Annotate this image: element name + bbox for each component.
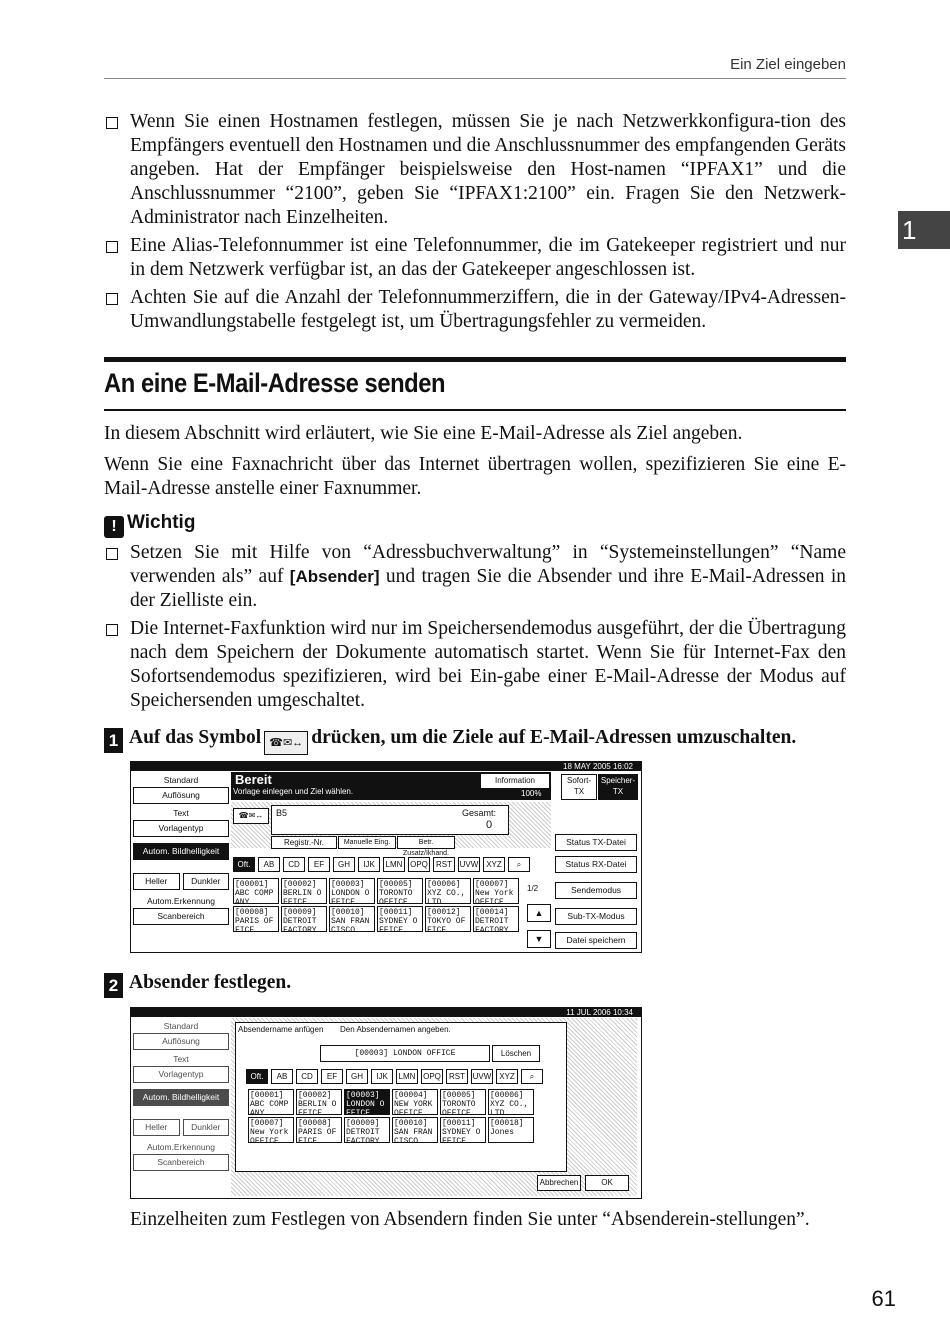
lighter-button[interactable]: Heller [133, 873, 180, 890]
tab-rst[interactable]: RST [433, 857, 455, 872]
screen-datetime: 18 MAY 2005 16:02 [131, 762, 641, 771]
screen-datetime: 11 JUL 2006 10:34 [131, 1008, 641, 1017]
destination-key[interactable] [233, 878, 279, 904]
destination-key[interactable] [296, 1117, 342, 1143]
send-mode-button[interactable]: Sendemodus [555, 882, 637, 899]
destination-key[interactable] [440, 1089, 486, 1115]
destination-key-line: OFFICE [394, 1109, 423, 1115]
page-indicator: 1/2 [527, 884, 539, 893]
destination-key-line: LTD [427, 898, 442, 904]
destination-key-line: BERLIN O [283, 889, 322, 898]
destination-key-line: ABC COMP [250, 1100, 289, 1109]
destination-key[interactable] [281, 878, 327, 904]
destination-key-line: ANY [235, 898, 250, 904]
destination-key-line: SYDNEY O [379, 917, 418, 926]
destination-key-line: [00009] [283, 908, 317, 917]
email-switch-icon[interactable]: ☎✉↔ [233, 808, 269, 824]
email-switch-icon: ☎✉↔ [264, 731, 308, 755]
ok-button[interactable]: OK [585, 1175, 629, 1191]
destination-key-line: BERLIN O [298, 1100, 337, 1109]
tab-gh[interactable]: GH [346, 1069, 368, 1084]
notes-list [104, 110, 846, 338]
destination-key-line: [00004] [394, 1091, 428, 1100]
destination-key-line: FFICE [283, 898, 308, 904]
checkbox-bullet-icon [106, 241, 118, 253]
destination-key-line: SAN FRAN [331, 917, 370, 926]
destination-key-line: [00008] [298, 1119, 332, 1128]
destination-key[interactable] [377, 878, 423, 904]
dialog-hint: Den Absendernamen angeben. [340, 1025, 451, 1034]
destination-key[interactable] [488, 1089, 534, 1115]
tab-uvw[interactable]: UVW [471, 1069, 493, 1084]
tab-cd[interactable]: CD [296, 1069, 318, 1084]
sender-grid [248, 1087, 548, 1143]
tab-frequent[interactable]: Oft. [233, 857, 255, 872]
destination-key-line: FICE [298, 1137, 318, 1143]
destination-key[interactable] [248, 1117, 294, 1143]
destination-key-line: [00001] [250, 1091, 284, 1100]
checkbox-bullet-icon [106, 548, 118, 560]
scan-area-button[interactable]: Scanbereich [133, 908, 229, 925]
step-number: 1 [104, 728, 123, 753]
header-rule [104, 78, 846, 79]
destination-key-line: LONDON O [331, 889, 370, 898]
destination-key-line: ANY [250, 1109, 265, 1115]
scroll-down-icon[interactable]: ▼ [527, 930, 551, 948]
destination-key-line: [00001] [235, 880, 269, 889]
destination-key[interactable] [488, 1117, 534, 1143]
important-item: Setzen Sie mit Hilfe von “Adressbuchverwaltung” in “Systemeinstellungen” “Name verwenden als” auf [Absender] und tragen Sie die Absender und ihre E-Mail-Adressen in der Zielliste ein. [104, 541, 846, 613]
tab-ijk[interactable]: IJK [371, 1069, 393, 1084]
destination-key-line: [00010] [394, 1119, 428, 1128]
subject-button[interactable]: Betr. Zusatz/Ikhand. [397, 836, 455, 849]
status-bar: Bereit Vorlage einlegen und Ziel wählen. [231, 772, 551, 800]
outro-paragraph: Einzelheiten zum Festlegen von Absendern finden Sie unter “Absenderein-stellungen”. [130, 1209, 810, 1230]
destination-key-line: [00006] [427, 880, 461, 889]
intro-paragraph-2: Wenn Sie eine Faxnachricht über das Internet übertragen wollen, spezifizieren Sie eine E-Mail-Adresse anstelle einer Faxnummer. [104, 454, 846, 499]
checkbox-bullet-icon [106, 624, 118, 636]
auto-density-button[interactable]: Autom. Bildhelligkeit [133, 843, 229, 860]
destination-key-line: OFFICE [250, 1137, 279, 1143]
destination-key-line: TOKYO OF [427, 917, 466, 926]
original-type-button: Vorlagentyp [133, 1066, 229, 1083]
important-heading: ! Wichtig [104, 512, 195, 538]
destination-key-line: DETROIT [346, 1128, 380, 1137]
destination-key[interactable] [377, 906, 423, 932]
destination-key-line: FFICE [331, 898, 356, 904]
destination-grid [233, 876, 533, 932]
darker-button[interactable]: Dunkler [183, 873, 230, 890]
note-item: Eine Alias-Telefonnummer ist eine Telefonnummer, die im Gatekeeper registriert und nur in dem Netzwerk verfügbar ist, an das der Gatekeeper angeschlossen ist. [104, 234, 846, 282]
auto-density-button: Autom. Bildhelligkeit [133, 1089, 229, 1106]
search-icon[interactable]: ⌕ [508, 857, 530, 872]
tab-xyz[interactable]: XYZ [483, 857, 505, 872]
destination-key-line: New York [250, 1128, 289, 1137]
destination-key-line: DETROIT [475, 917, 509, 926]
tab-frequent[interactable]: Oft. [246, 1069, 268, 1084]
destination-key-line: FACTORY [346, 1137, 380, 1143]
destination-key-line: DETROIT [283, 917, 317, 926]
fax-screen-2 [130, 1007, 642, 1199]
tx-file-status-button[interactable]: Status TX-Datei [555, 834, 637, 851]
destination-field[interactable]: B5 Gesamt: 0 [271, 805, 509, 835]
store-file-button[interactable]: Datei speichern [555, 932, 637, 949]
section-title: An eine E-Mail-Adresse senden [104, 368, 446, 398]
darker-button: Dunkler [183, 1119, 230, 1136]
chapter-tab: 1 [898, 211, 950, 249]
destination-key[interactable] [392, 1117, 438, 1143]
destination-key-line: [00011] [379, 908, 413, 917]
destination-key[interactable] [329, 906, 375, 932]
tab-ab[interactable]: AB [271, 1069, 293, 1084]
destination-key-line: CISCO [331, 926, 356, 932]
scroll-up-icon[interactable]: ▲ [527, 904, 551, 922]
selected-sender-field[interactable]: [00003] LONDON OFFICE [320, 1045, 490, 1062]
page-number: 61 [871, 1286, 896, 1311]
destination-key[interactable] [440, 1117, 486, 1143]
note-item: Wenn Sie einen Hostnamen festlegen, müssen Sie je nach Netzwerkkonfigura-tion des Empfängers eventuell den Hostnamen und die Anschlussnummer des empfangenden Geräts angeben. Hat der Empfänger beispielsweise den Host-namen “IPFAX1” und die Anschlussnummer “2100”, geben Sie “IPFAX1:2100” ein. Fragen Sie den Netzwerk-Administrator nach Einzelheiten. [104, 110, 846, 230]
destination-key-line: [00010] [331, 908, 365, 917]
destination-key[interactable] [425, 878, 471, 904]
destination-key-line: TORONTO [442, 1100, 476, 1109]
destination-key-line: FACTORY [475, 926, 509, 932]
important-list [104, 541, 846, 717]
destination-key-line: FFICE [379, 926, 404, 932]
destination-key-line: SYDNEY O [442, 1128, 481, 1137]
scan-area-button: Scanbereich [133, 1154, 229, 1171]
destination-key-line: XYZ CO., [427, 889, 466, 898]
section-rule-top [104, 357, 846, 362]
resolution-button: Auflösung [133, 1033, 229, 1050]
destination-key-line: LONDON O [346, 1100, 385, 1109]
manual-entry-button[interactable]: Manuelle Eing. [338, 836, 396, 849]
destination-key-line: NEW YORK [394, 1100, 433, 1109]
intro-paragraph-1: In diesem Abschnitt wird erläutert, wie Sie eine E-Mail-Adresse als Ziel angeben. [104, 423, 743, 444]
destination-key-line: CISCO [394, 1137, 419, 1143]
destination-key-line: [00014] [475, 908, 509, 917]
tab-ijk[interactable]: IJK [358, 857, 380, 872]
destination-key[interactable] [281, 906, 327, 932]
step-number: 2 [104, 973, 123, 998]
destination-key-line: New York [475, 889, 514, 898]
destination-key-line: SAN FRAN [394, 1128, 433, 1137]
warning-icon: ! [104, 516, 124, 538]
section-rule-bottom [104, 409, 846, 411]
destination-key[interactable] [392, 1089, 438, 1115]
destination-key-line: FICE [427, 926, 447, 932]
destination-key-line: FFICE [346, 1109, 371, 1115]
destination-key-line: Jones [490, 1128, 515, 1137]
search-icon[interactable]: ⌕ [521, 1069, 543, 1084]
destination-key-line: [00002] [283, 880, 317, 889]
destination-key-line: [00018] [490, 1119, 524, 1128]
destination-key[interactable] [473, 906, 519, 932]
checkbox-bullet-icon [106, 117, 118, 129]
information-button[interactable]: Information [481, 774, 549, 788]
immediate-tx-button[interactable]: Sofort-TX [561, 774, 597, 800]
memory-tx-button[interactable]: Speicher-TX [598, 774, 638, 800]
destination-key-line: FACTORY [283, 926, 317, 932]
important-item: Die Internet-Faxfunktion wird nur im Speichersendemodus ausgeführt, der die Übertragung nach dem Speichern der Dokumente automatisch startet. Wenn Sie für Internet-Fax den Sofortsendemodus spezifizieren, wird bei Ein-gabe einer E-Mail-Adresse der Modus auf Speichersenden umgeschaltet. [104, 617, 846, 713]
sender-dialog [235, 1022, 567, 1172]
destination-key-line: [00007] [475, 880, 509, 889]
destination-key[interactable] [248, 1089, 294, 1115]
destination-key-line: [00009] [346, 1119, 380, 1128]
destination-key[interactable] [344, 1089, 390, 1115]
destination-key-line: TORONTO [379, 889, 413, 898]
destination-key-line: [00007] [250, 1119, 284, 1128]
memory-indicator: 100% [521, 789, 542, 798]
clear-button[interactable]: Löschen [492, 1045, 540, 1062]
destination-key-line: OFFICE [442, 1109, 471, 1115]
note-item: Achten Sie auf die Anzahl der Telefonnummerziffern, die in der Gateway/IPv4-Adressen-Umwandlungstabelle festgelegt ist, um Übertragungsfehler zu vermeiden. [104, 286, 846, 334]
destination-key-line: [00003] [346, 1091, 380, 1100]
destination-key[interactable] [473, 878, 519, 904]
destination-key[interactable] [233, 906, 279, 932]
index-tabs [246, 1069, 546, 1084]
destination-key-line: FFICE [442, 1137, 467, 1143]
destination-key[interactable] [296, 1089, 342, 1115]
step-2: 2 Absender festlegen. [104, 972, 291, 998]
tab-xyz[interactable]: XYZ [496, 1069, 518, 1084]
destination-key-line: [00011] [442, 1119, 476, 1128]
tab-ab[interactable]: AB [258, 857, 280, 872]
tab-opq[interactable]: OPQ [421, 1069, 443, 1084]
destination-key[interactable] [329, 878, 375, 904]
destination-key-line: OFFICE [475, 898, 504, 904]
destination-key-line: [00008] [235, 908, 269, 917]
screen-sidebar: Standard Auflösung Text Vorlagentyp Autom. Bildhelligkeit Heller Dunkler Autom.Erkennung Scanbereich [133, 774, 229, 928]
tab-ef[interactable]: EF [321, 1069, 343, 1084]
destination-key-line: XYZ CO., [490, 1100, 529, 1109]
destination-key-line: [00003] [331, 880, 365, 889]
running-header: Ein Ziel eingeben [730, 56, 846, 73]
cancel-button[interactable]: Abbrechen [537, 1175, 581, 1191]
registration-number-button[interactable]: Registr.-Nr. [271, 836, 337, 849]
fax-screen-1 [130, 761, 642, 953]
destination-key-line: OFFICE [379, 898, 408, 904]
tab-cd[interactable]: CD [283, 857, 305, 872]
tab-lmn[interactable]: LMN [383, 857, 405, 872]
original-type-button[interactable]: Vorlagentyp [133, 820, 229, 837]
destination-key-line: [00012] [427, 908, 461, 917]
destination-key-line: ABC COMP [235, 889, 274, 898]
dialog-title: Absendername anfügen [238, 1025, 324, 1034]
destination-key-line: PARIS OF [298, 1128, 337, 1137]
screen-sidebar-disabled: Standard Auflösung Text Vorlagentyp Autom. Bildhelligkeit Heller Dunkler Autom.Erkennung Scanbereich [133, 1020, 229, 1174]
tab-lmn[interactable]: LMN [396, 1069, 418, 1084]
status-text: Bereit [235, 772, 272, 787]
destination-key-line: [00005] [379, 880, 413, 889]
checkbox-bullet-icon [106, 293, 118, 305]
destination-key-line: [00006] [490, 1091, 524, 1100]
destination-key-line: FICE [235, 926, 255, 932]
destination-key-line: LTD [490, 1109, 505, 1115]
destination-key-line: [00005] [442, 1091, 476, 1100]
index-tabs [233, 857, 533, 872]
tab-opq[interactable]: OPQ [408, 857, 430, 872]
sub-tx-mode-button[interactable]: Sub-TX-Modus [555, 908, 637, 925]
destination-key-line: FFICE [298, 1109, 323, 1115]
destination-key-line: PARIS OF [235, 917, 274, 926]
tab-rst[interactable]: RST [446, 1069, 468, 1084]
resolution-button[interactable]: Auflösung [133, 787, 229, 804]
tab-uvw[interactable]: UVW [458, 857, 480, 872]
destination-key[interactable] [425, 906, 471, 932]
lighter-button: Heller [133, 1119, 180, 1136]
tab-gh[interactable]: GH [333, 857, 355, 872]
step-1: 1 Auf das Symbol ☎✉↔ drücken, um die Ziele auf E-Mail-Adressen umzuschalten. [104, 727, 796, 755]
rx-file-status-button[interactable]: Status RX-Datei [555, 856, 637, 873]
destination-key-line: [00002] [298, 1091, 332, 1100]
tab-ef[interactable]: EF [308, 857, 330, 872]
destination-key[interactable] [344, 1117, 390, 1143]
